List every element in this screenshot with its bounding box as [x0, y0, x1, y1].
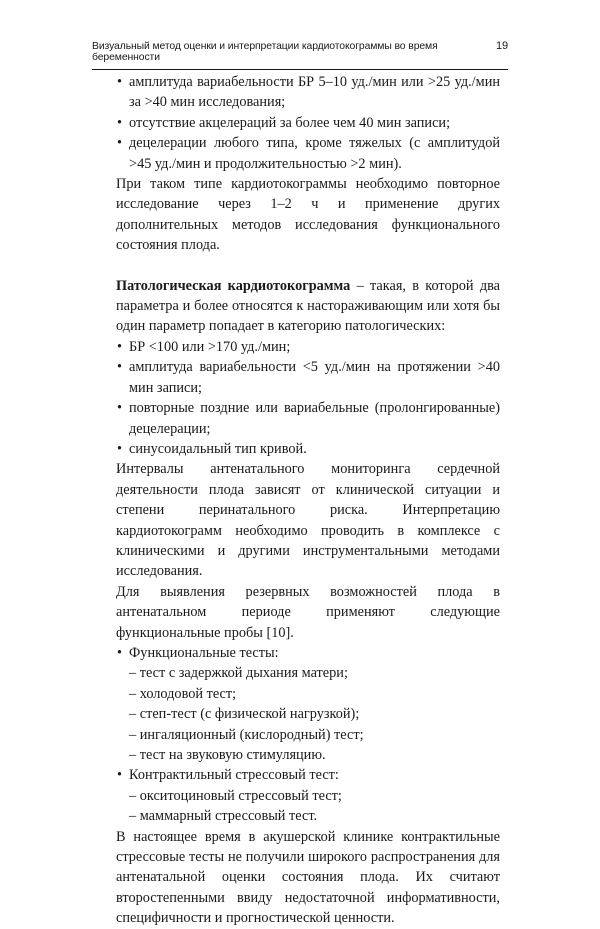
list-item: • БР <100 или >170 уд./мин;	[116, 337, 500, 357]
functional-tests-sublist	[116, 663, 500, 765]
reassuring-criteria-list	[116, 72, 500, 174]
pathological-criteria-list	[116, 337, 500, 459]
contractile-tests-label: Контрактильный стрессовый тест:	[129, 767, 339, 784]
list-item: • отсутствие акцелераций за более чем 40 мин записи;	[116, 113, 500, 133]
list-item: • амплитуда вариабельности БР 5–10 уд./мин или >25 уд./мин за >40 мин исследования;	[116, 72, 500, 113]
list-item: • децелерации любого типа, кроме тяжелых (с амплитудой >45 уд./мин и продолжительностью >2 мин).	[116, 133, 500, 174]
functional-tests-label: Функциональные тесты:	[129, 644, 279, 661]
paragraph: В настоящее время в акушерской клинике контрактильные стрессовые тесты не получили широкого распространения для антенатальной оценки состояния плода. Их считают второстепенными ввиду недостаточной информативности, специфичности и прогностической ценности.	[116, 828, 500, 927]
contractile-tests-sublist	[116, 786, 500, 827]
paragraph: При таком типе кардиотокограммы необходимо повторное исследование через 1–2 ч и применение других дополнительных методов исследования функционального состояния плода.	[116, 176, 500, 254]
running-header-title: Визуальный метод оценки и интерпретации кардиотокограммы во время беременности	[92, 41, 438, 63]
contractile-tests-list	[116, 765, 500, 785]
paragraph-pathological	[116, 276, 500, 337]
paragraph-text: – такая, в которой два параметра и более относятся к настораживающим или хотя бы один параметр попадает в категорию патологических:	[116, 277, 500, 335]
functional-tests-list	[116, 643, 500, 663]
sublist-item: – ингаляционный (кислородный) тест;	[129, 726, 364, 743]
paragraph: Для выявления резервных возможностей плода в антенатальном периоде применяют следующие функциональные пробы [10].	[116, 583, 500, 641]
sublist-item: – окситоциновый стрессовый тест;	[129, 787, 342, 804]
page-body	[116, 72, 500, 929]
page-number: 19	[495, 40, 508, 52]
list-item	[116, 643, 500, 663]
list-item: • амплитуда вариабельности <5 уд./мин на протяжении >40 мин записи;	[116, 357, 500, 398]
running-header	[92, 40, 508, 70]
sublist-item: – тест с задержкой дыхания матери;	[129, 665, 348, 682]
list-item: • синусоидальный тип кривой.	[116, 439, 500, 459]
paragraph: Интервалы антенатального мониторинга сердечной деятельности плода зависят от клинической ситуации и степени перинатального риска. Интерпретацию кардиотокограмм необходимо проводить в комплексе с клиническими и другими инструментальными методами исследования.	[116, 461, 500, 580]
list-item	[116, 765, 500, 785]
sublist-item: – маммарный стрессовый тест.	[129, 808, 318, 825]
sublist-item: – тест на звуковую стимуляцию.	[129, 747, 326, 763]
term-pathological-ctg: Патологическая кардиотокограмма	[116, 277, 351, 294]
list-item: • повторные поздние или вариабельные (пролонгированные) децелерации;	[116, 398, 500, 439]
sublist-item: – степ-тест (с физической нагрузкой);	[129, 706, 360, 723]
sublist-item: – холодовой тест;	[129, 685, 237, 702]
